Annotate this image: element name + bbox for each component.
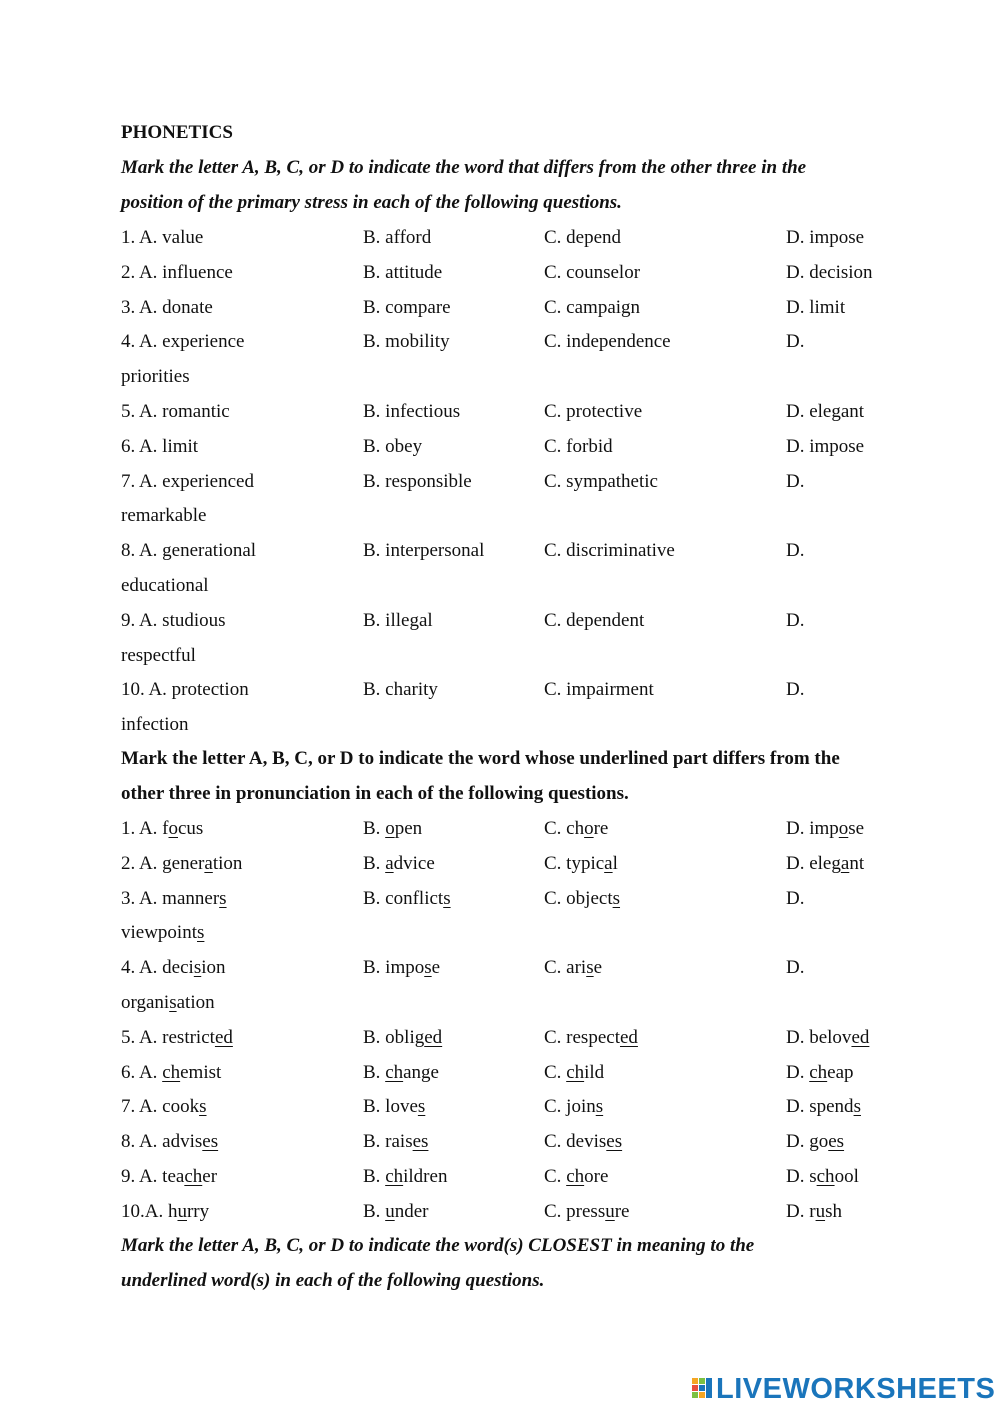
pronunciation-instruction-line-1: Mark the letter A, B, C, or D to indicate the word whose underlined part differs from the [121, 748, 840, 769]
option-text: B. interpersonal [363, 540, 485, 562]
option-b [363, 1166, 447, 1188]
option-text: pen [394, 818, 423, 839]
option-text: rry [186, 1200, 210, 1222]
option-text: 5. A. romantic [121, 401, 230, 422]
option-text: organi [121, 992, 170, 1013]
option-text: C. join [544, 1096, 596, 1118]
underlined-part: o [168, 818, 178, 839]
underlined-part: es [412, 1131, 429, 1153]
option-text: re [614, 1200, 630, 1222]
option-text: viewpoint [121, 922, 197, 944]
underlined-part: a [604, 852, 613, 874]
option-c [544, 401, 642, 423]
option-c [544, 853, 618, 875]
option-text: 7. A. cook [121, 1096, 200, 1118]
option-b [363, 401, 460, 423]
option-d [786, 1027, 869, 1049]
section-heading: PHONETICS [121, 122, 233, 143]
option-d [786, 888, 804, 910]
option-text: er [202, 1166, 218, 1187]
underlined-part: ed [851, 1026, 870, 1048]
option-text: l [612, 852, 618, 874]
question-option-a [121, 610, 226, 632]
underlined-part: s [612, 887, 621, 909]
option-text: 8. A. advis [121, 1131, 203, 1153]
option-text: C. press [544, 1200, 606, 1222]
option-b [363, 262, 442, 284]
underlined-part: a [204, 852, 213, 874]
question-row [0, 714, 1000, 738]
question-row [0, 1131, 1000, 1155]
option-text: D. decision [786, 261, 873, 283]
option-b [363, 679, 438, 701]
option-c [544, 957, 602, 979]
question-option-a [121, 714, 189, 736]
closest-meaning-instruction-line-1: Mark the letter A, B, C, or D to indicate the word(s) CLOSEST in meaning to the [121, 1235, 755, 1256]
option-c [544, 227, 621, 249]
option-c [544, 1201, 630, 1223]
option-text: B. [363, 1200, 386, 1222]
option-text: ation [176, 992, 215, 1013]
question-row [0, 957, 1000, 981]
option-b [363, 227, 431, 249]
option-b [363, 957, 440, 979]
question-option-a [121, 297, 213, 319]
option-text: B. illegal [363, 609, 433, 631]
option-text: cus [178, 818, 204, 839]
option-text: eap [827, 1061, 854, 1083]
underlined-part: ch [816, 1166, 835, 1187]
underlined-part: ch [385, 1061, 404, 1083]
underlined-part: ch [566, 1061, 585, 1083]
option-text: C. ari [544, 957, 587, 979]
option-text: 6. A. [121, 1061, 163, 1083]
question-row [0, 679, 1000, 703]
option-text: B. obey [363, 435, 423, 457]
option-b [363, 331, 450, 353]
option-text: B. mobility [363, 331, 450, 353]
question-row [0, 1201, 1000, 1225]
option-d [786, 1201, 842, 1223]
option-c [544, 610, 644, 632]
question-row [0, 297, 1000, 321]
option-text: C. object [544, 887, 613, 909]
option-text: 5. A. restrict [121, 1026, 215, 1048]
underlined-part: a [840, 852, 850, 874]
underlined-part: ed [424, 1026, 443, 1048]
option-text: B. rais [363, 1131, 413, 1153]
option-text: C. discriminative [544, 540, 675, 562]
question-row [0, 1096, 1000, 1120]
question-option-a [121, 366, 190, 388]
question-option-a [121, 818, 203, 840]
closest-meaning-instruction-line-2: underlined word(s) in each of the following questions. [121, 1270, 545, 1291]
question-option-a [121, 262, 233, 284]
option-d [786, 262, 873, 284]
option-b [363, 1131, 428, 1153]
question-row [0, 645, 1000, 669]
option-b [363, 1201, 428, 1223]
option-text: ild [584, 1061, 605, 1083]
option-b [363, 853, 435, 875]
option-b [363, 1062, 439, 1084]
option-text: D. [786, 470, 805, 492]
option-d [786, 1166, 859, 1188]
question-row [0, 888, 1000, 912]
underlined-part: a [385, 852, 394, 874]
question-option-a [121, 1096, 207, 1118]
option-text: se [848, 818, 865, 839]
option-d [786, 679, 804, 701]
option-b [363, 297, 451, 319]
option-text: ange [403, 1061, 439, 1083]
option-d [786, 957, 804, 979]
option-d [786, 1062, 854, 1084]
question-row [0, 401, 1000, 425]
underlined-part: es [202, 1131, 219, 1153]
underlined-part: s [169, 992, 177, 1013]
option-text: D. limit [786, 296, 846, 318]
option-c [544, 818, 608, 840]
option-c [544, 436, 613, 458]
option-text: 3. A. manner [121, 887, 220, 909]
option-c [544, 297, 640, 319]
question-row [0, 1027, 1000, 1051]
option-d [786, 610, 804, 632]
option-text: e [593, 957, 603, 979]
underlined-part: ch [566, 1166, 585, 1187]
option-text: sh [825, 1200, 842, 1222]
option-text: B. impo [363, 957, 425, 979]
option-text: dvice [393, 852, 435, 874]
underlined-part: es [828, 1131, 845, 1153]
option-d [786, 1096, 861, 1118]
option-b [363, 818, 422, 840]
option-text: 1. A. f [121, 818, 169, 839]
option-c [544, 888, 620, 910]
question-option-a [121, 888, 227, 910]
option-text: 9. A. studious [121, 609, 226, 631]
option-c [544, 540, 675, 562]
option-c [544, 1027, 638, 1049]
option-text: 9. A. tea [121, 1166, 185, 1187]
question-option-a [121, 436, 198, 458]
option-text: D. go [786, 1131, 829, 1153]
option-text: D. impose [786, 227, 865, 248]
option-text: C. depend [544, 227, 622, 248]
question-row [0, 505, 1000, 529]
option-text: 6. A. limit [121, 435, 199, 457]
option-text: D. s [786, 1166, 817, 1187]
option-text: C. respect [544, 1026, 620, 1048]
question-row [0, 1062, 1000, 1086]
option-text: remarkable [121, 505, 207, 527]
option-text: C. counselor [544, 261, 641, 283]
underlined-part: s [193, 957, 202, 979]
option-d [786, 1131, 844, 1153]
question-option-a [121, 992, 215, 1014]
option-b [363, 471, 472, 493]
question-option-a [121, 957, 226, 979]
option-d [786, 818, 864, 840]
underlined-part: u [385, 1200, 395, 1222]
option-text: D. imp [786, 818, 839, 839]
question-option-a [121, 922, 204, 944]
option-d [786, 331, 804, 353]
option-d [786, 297, 845, 319]
question-row [0, 610, 1000, 634]
question-option-a [121, 331, 244, 353]
option-text: ool [834, 1166, 859, 1187]
underlined-part: s [197, 922, 205, 944]
option-text: B. [363, 1061, 386, 1083]
question-row [0, 853, 1000, 877]
question-row [0, 540, 1000, 564]
option-text: B. conflict [363, 887, 444, 909]
option-text: B. attitude [363, 261, 443, 283]
option-text: 2. A. gener [121, 852, 205, 874]
question-option-a [121, 575, 209, 597]
option-d [786, 436, 864, 458]
liveworksheets-logo-text: LIVEWORKSHEETS [716, 1373, 996, 1405]
option-text: D. [786, 679, 805, 701]
option-text: C. sympathetic [544, 470, 658, 492]
option-text: ion [201, 957, 226, 979]
question-option-a [121, 1062, 221, 1084]
option-d [786, 227, 864, 249]
question-row [0, 366, 1000, 390]
option-text: C. ch [544, 818, 585, 839]
option-text: 8. A. generational [121, 540, 257, 562]
question-row [0, 262, 1000, 286]
option-text: D. [786, 887, 805, 909]
option-text: 10. A. protection [121, 679, 249, 701]
option-text: re [593, 818, 609, 839]
option-b [363, 1096, 425, 1118]
underlined-part: ed [214, 1026, 233, 1048]
option-text: B. [363, 852, 386, 874]
option-text: 10.A. h [121, 1200, 178, 1222]
underlined-part: s [586, 957, 594, 979]
option-c [544, 1131, 622, 1153]
option-text: B. [363, 818, 386, 839]
underlined-part: s [219, 887, 227, 909]
option-text: 1. A. value [121, 227, 204, 248]
option-text: C. devis [544, 1131, 607, 1153]
question-row [0, 331, 1000, 355]
option-text: infection [121, 714, 189, 736]
option-text: 7. A. experienced [121, 470, 254, 492]
option-text: B. responsible [363, 470, 472, 492]
pronunciation-instruction-line-2: other three in pronunciation in each of the following questions. [121, 783, 629, 804]
option-text: C. typic [544, 852, 605, 874]
option-b [363, 540, 484, 562]
option-c [544, 1096, 603, 1118]
underlined-part: ed [619, 1026, 638, 1048]
option-text: respectful [121, 644, 196, 666]
option-text: B. [363, 1166, 386, 1187]
question-option-a [121, 1166, 217, 1188]
option-text: D. [786, 540, 805, 562]
option-text: C. campaign [544, 296, 641, 318]
liveworksheets-logo [692, 1373, 995, 1405]
option-text: D. [786, 331, 805, 353]
option-c [544, 679, 654, 701]
option-text: D. spend [786, 1096, 854, 1118]
option-text: C. protective [544, 401, 643, 422]
option-b [363, 436, 422, 458]
option-text: emist [180, 1061, 222, 1083]
option-text: B. compare [363, 296, 451, 318]
underlined-part: o [385, 818, 395, 839]
question-option-a [121, 401, 230, 423]
option-text: C. [544, 1166, 567, 1187]
underlined-part: ch [162, 1061, 181, 1083]
option-text: priorities [121, 366, 190, 388]
option-text: C. impairment [544, 679, 654, 701]
option-text: B. afford [363, 227, 432, 248]
option-text: D. elegant [786, 401, 865, 422]
underlined-part: ch [184, 1166, 203, 1187]
option-text: B. charity [363, 679, 438, 701]
underlined-part: s [424, 957, 432, 979]
option-text: ore [584, 1166, 609, 1187]
question-row [0, 1166, 1000, 1190]
stress-instruction-line-1: Mark the letter A, B, C, or D to indicate the word that differs from the other three in the [121, 157, 807, 178]
question-option-a [121, 505, 206, 527]
option-c [544, 331, 671, 353]
underlined-part: s [417, 1096, 426, 1118]
option-c [544, 262, 640, 284]
option-text: B. love [363, 1096, 418, 1118]
option-text: e [431, 957, 441, 979]
option-text: 4. A. deci [121, 957, 194, 979]
option-text: 3. A. donate [121, 296, 213, 318]
underlined-part: s [199, 1096, 207, 1118]
underlined-part: ch [809, 1061, 828, 1083]
option-text: 4. A. experience [121, 331, 245, 353]
option-d [786, 540, 804, 562]
option-text: C. independence [544, 331, 671, 353]
option-c [544, 1166, 608, 1188]
option-text: D. [786, 1061, 810, 1083]
option-b [363, 610, 433, 632]
question-row [0, 471, 1000, 495]
option-c [544, 1062, 604, 1084]
question-row [0, 575, 1000, 599]
question-option-a [121, 540, 256, 562]
option-text: D. impose [786, 435, 865, 457]
option-text: D. [786, 957, 805, 979]
option-d [786, 853, 864, 875]
underlined-part: u [815, 1200, 826, 1222]
underlined-part: o [584, 818, 594, 839]
question-option-a [121, 679, 249, 701]
question-option-a [121, 1027, 233, 1049]
underlined-part: s [595, 1096, 604, 1118]
option-text: 2. A. influence [121, 261, 233, 283]
option-c [544, 471, 658, 493]
option-text: D. [786, 609, 805, 631]
option-d [786, 401, 864, 423]
underlined-part: s [443, 887, 451, 909]
question-row [0, 227, 1000, 251]
question-row [0, 818, 1000, 842]
underlined-part: es [606, 1131, 623, 1153]
option-text: D. belov [786, 1026, 852, 1048]
option-b [363, 1027, 442, 1049]
option-text: B. oblig [363, 1026, 425, 1048]
option-text: B. infectious [363, 401, 461, 422]
question-option-a [121, 471, 254, 493]
question-option-a [121, 645, 196, 667]
underlined-part: o [838, 818, 849, 839]
question-row [0, 922, 1000, 946]
underlined-part: u [177, 1200, 187, 1222]
option-text: D. r [786, 1200, 816, 1222]
option-text: C. [544, 1061, 567, 1083]
option-text: ildren [403, 1166, 448, 1187]
option-text: educational [121, 575, 209, 596]
liveworksheets-logo-icon [692, 1376, 714, 1402]
option-text: nder [394, 1200, 429, 1222]
option-text: tion [212, 852, 243, 874]
option-text: C. dependent [544, 609, 645, 631]
underlined-part: s [853, 1096, 861, 1118]
option-text: C. forbid [544, 435, 613, 457]
question-option-a [121, 1201, 209, 1223]
option-d [786, 471, 804, 493]
underlined-part: u [605, 1200, 615, 1222]
question-option-a [121, 227, 203, 249]
question-option-a [121, 1131, 218, 1153]
question-row [0, 992, 1000, 1016]
stress-instruction-line-2: position of the primary stress in each of the following questions. [121, 192, 622, 213]
option-text: D. eleg [786, 852, 841, 874]
question-row [0, 436, 1000, 460]
option-b [363, 888, 451, 910]
option-text: nt [849, 852, 865, 874]
question-option-a [121, 853, 242, 875]
underlined-part: ch [385, 1166, 404, 1187]
